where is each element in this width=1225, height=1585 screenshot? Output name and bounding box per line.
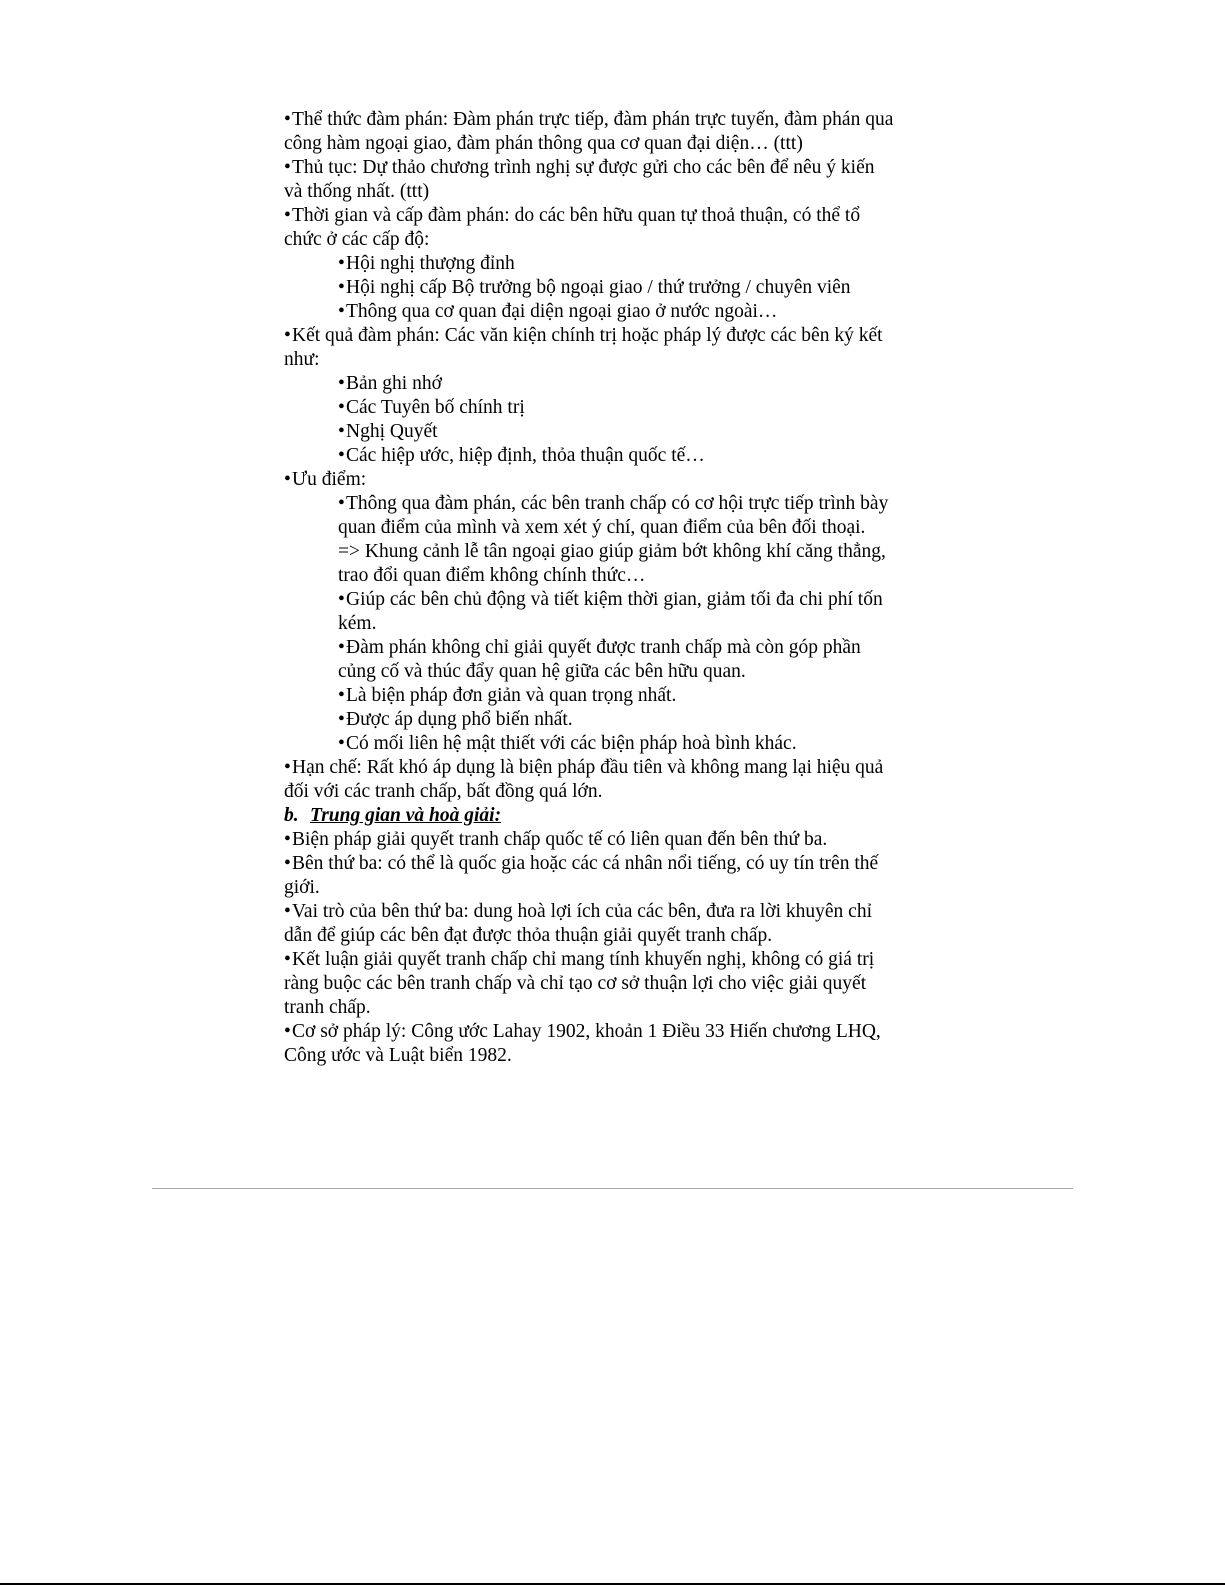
list-item-line: Kết quả đàm phán: Các văn kiện chính trị hoặc pháp lý được các bên ký kết	[292, 325, 883, 346]
list-item-line: công hàm ngoại giao, đàm phán thông qua cơ quan đại diện… (ttt)	[284, 133, 803, 154]
bullet-icon: •	[338, 709, 345, 730]
bullet-list-b	[284, 828, 984, 1068]
bullet-icon: •	[284, 853, 291, 874]
list-item-line: Đàm phán không chỉ giải quyết được tranh chấp mà còn góp phần	[346, 637, 861, 658]
bullet-icon: •	[338, 589, 345, 610]
list-item-line: Kết luận giải quyết tranh chấp chỉ mang tính khuyến nghị, không có giá trị	[292, 949, 875, 970]
list-item-line: trao đổi quan điểm không chính thức…	[338, 565, 646, 586]
list-item	[284, 468, 984, 492]
list-item-line: Thông qua cơ quan đại diện ngoại giao ở nước ngoài…	[346, 301, 778, 322]
bullet-icon: •	[338, 373, 345, 394]
list-item-line: Ưu điểm:	[292, 469, 367, 490]
list-item	[284, 204, 984, 252]
list-item-line: đối với các tranh chấp, bất đồng quá lớn.	[284, 781, 603, 802]
bullet-icon: •	[338, 685, 345, 706]
list-item-line: như:	[284, 349, 320, 370]
list-item	[284, 948, 984, 1020]
bullet-icon: •	[338, 397, 345, 418]
list-item-line: Là biện pháp đơn giản và quan trọng nhất.	[346, 685, 677, 706]
list-item-line: Có mối liên hệ mật thiết với các biện pháp hoà bình khác.	[346, 733, 797, 754]
section-title: Trung gian và hoà giải:	[310, 805, 502, 826]
section-label: b.	[284, 805, 299, 826]
page-separator	[152, 1188, 1073, 1189]
list-item-line: Các Tuyên bố chính trị	[346, 397, 525, 418]
list-item	[284, 324, 984, 372]
list-item-line: Hạn chế: Rất khó áp dụng là biện pháp đầu tiên và không mang lại hiệu quả	[292, 757, 884, 778]
list-item-line: chức ở các cấp độ:	[284, 229, 430, 250]
list-item-line: Công ước và Luật biển 1982.	[284, 1045, 512, 1066]
bullet-list-a	[284, 108, 984, 804]
bullet-icon: •	[338, 277, 345, 298]
list-item	[338, 300, 984, 324]
list-item-line: tranh chấp.	[284, 997, 371, 1018]
list-item-line: củng cố và thúc đẩy quan hệ giữa các bên hữu quan.	[338, 661, 746, 682]
bullet-icon: •	[284, 757, 291, 778]
bullet-icon: •	[338, 421, 345, 442]
bullet-icon: •	[338, 493, 345, 514]
list-item-line: Biện pháp giải quyết tranh chấp quốc tế có liên quan đến bên thứ ba.	[292, 829, 828, 850]
list-item	[284, 156, 984, 204]
list-item-line: Bên thứ ba: có thể là quốc gia hoặc các cá nhân nổi tiếng, có uy tín trên thế	[292, 853, 879, 874]
list-item-line: và thống nhất. (ttt)	[284, 181, 430, 202]
list-item-line: ràng buộc các bên tranh chấp và chỉ tạo cơ sở thuận lợi cho việc giải quyết	[284, 973, 867, 994]
list-item-line: Bản ghi nhớ	[346, 373, 442, 394]
list-item-line: Thời gian và cấp đàm phán: do các bên hữu quan tự thoả thuận, có thể tổ	[292, 205, 861, 226]
bullet-icon: •	[284, 469, 291, 490]
document-body	[284, 108, 984, 1068]
list-item	[284, 900, 984, 948]
list-item-line: Các hiệp ước, hiệp định, thỏa thuận quốc tế…	[346, 445, 705, 466]
list-item-line: Nghị Quyết	[346, 421, 438, 442]
list-item-line: Cơ sở pháp lý: Công ước Lahay 1902, khoản 1 Điều 33 Hiến chương LHQ,	[292, 1021, 881, 1042]
list-item-line: dẫn để giúp các bên đạt được thỏa thuận giải quyết tranh chấp.	[284, 925, 773, 946]
list-item-line: giới.	[284, 877, 320, 898]
list-item-line: Thủ tục: Dự thảo chương trình nghị sự được gửi cho các bên để nêu ý kiến	[292, 157, 875, 178]
bullet-icon: •	[284, 157, 291, 178]
list-item	[284, 756, 984, 804]
list-item-line: Thể thức đàm phán: Đàm phán trực tiếp, đàm phán trực tuyến, đàm phán qua	[292, 109, 894, 130]
list-item	[338, 444, 984, 468]
bullet-icon: •	[284, 1021, 291, 1042]
list-item	[338, 588, 984, 636]
bullet-icon: •	[284, 829, 291, 850]
bullet-icon: •	[284, 325, 291, 346]
list-item	[338, 396, 984, 420]
list-item	[338, 684, 984, 708]
section-heading-b	[284, 804, 984, 828]
list-item-line: Vai trò của bên thứ ba: dung hoà lợi ích của các bên, đưa ra lời khuyên chỉ	[292, 901, 872, 922]
bullet-icon: •	[338, 253, 345, 274]
list-item-line: Thông qua đàm phán, các bên tranh chấp có cơ hội trực tiếp trình bày	[346, 493, 889, 514]
list-item	[338, 708, 984, 732]
list-item-line: Hội nghị cấp Bộ trưởng bộ ngoại giao / thứ trưởng / chuyên viên	[346, 277, 851, 298]
list-item	[284, 852, 984, 900]
list-item	[338, 420, 984, 444]
list-item-line: Hội nghị thượng đỉnh	[346, 253, 515, 274]
list-item	[338, 492, 984, 588]
list-item	[338, 372, 984, 396]
bullet-icon: •	[284, 205, 291, 226]
bullet-icon: •	[338, 301, 345, 322]
list-item-line: => Khung cảnh lễ tân ngoại giao giúp giảm bớt không khí căng thẳng,	[338, 541, 886, 562]
list-item	[338, 252, 984, 276]
bullet-icon: •	[284, 109, 291, 130]
bullet-icon: •	[284, 901, 291, 922]
list-item	[284, 108, 984, 156]
list-item	[338, 276, 984, 300]
list-item-line: Được áp dụng phổ biến nhất.	[346, 709, 573, 730]
bullet-icon: •	[338, 733, 345, 754]
bullet-icon: •	[338, 445, 345, 466]
list-item	[284, 1020, 984, 1068]
list-item-line: kém.	[338, 613, 377, 634]
bullet-icon: •	[338, 637, 345, 658]
list-item	[338, 732, 984, 756]
list-item-line: Giúp các bên chủ động và tiết kiệm thời gian, giảm tối đa chi phí tốn	[346, 589, 883, 610]
bullet-icon: •	[284, 949, 291, 970]
list-item-line: quan điểm của mình và xem xét ý chí, quan điểm của bên đối thoại.	[338, 517, 866, 538]
list-item	[338, 636, 984, 684]
list-item	[284, 828, 984, 852]
